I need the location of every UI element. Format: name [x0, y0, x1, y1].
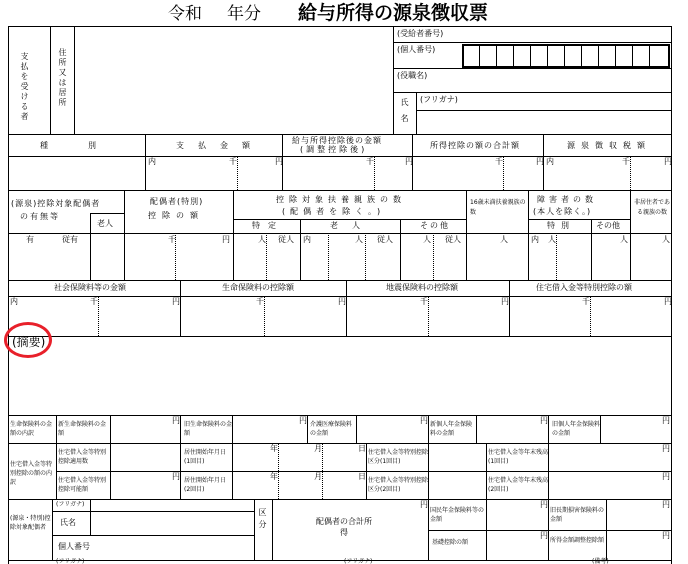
unit-uchi: 内	[148, 157, 156, 166]
unit-ju: 従人	[278, 235, 294, 244]
note-label: (備考)	[592, 558, 609, 564]
elderly-label: 老人	[97, 219, 113, 228]
unit-en: 円	[540, 416, 548, 425]
disabled-sub: (本人を除く。)	[533, 207, 592, 216]
frame-right	[671, 26, 672, 564]
social-insurance-header: 社会保険料等の金額	[54, 283, 126, 292]
name-furigana-label: (フリガナ)	[420, 95, 458, 104]
recipient-number-label: (受給者番号)	[397, 29, 444, 38]
deduction-total-header: 所得控除の額の合計額	[430, 141, 520, 150]
spouse-flag-header: (源泉)控除対象配偶者	[11, 199, 101, 208]
dependents-count-sub: (配偶者を除く。)	[282, 207, 386, 216]
long-term-care-label: 旧長期損害保険料の金額	[550, 507, 605, 523]
earthquake-insurance-header: 地震保険料の控除額	[386, 283, 458, 292]
bottom-furigana-a: (フリガナ)	[56, 558, 85, 564]
unit-nin: 人	[258, 235, 266, 244]
housing-count-label: 住宅借入金等特別控除適用数	[58, 449, 107, 465]
unit-sen: 千	[366, 157, 374, 166]
unit-juyu: 従有	[62, 235, 78, 244]
year-unit-label: 年分	[227, 4, 261, 24]
unit-tsuki: 月	[314, 472, 322, 481]
spouse-flag-sub: の有無等	[20, 212, 60, 221]
individual-number-label: (個人番号)	[397, 45, 436, 54]
dependents-count-header: 控除対象扶養親族の数	[276, 195, 406, 204]
spouse-income-label: 配偶者の合計所得	[316, 517, 372, 537]
unit-tsuki: 月	[314, 444, 322, 453]
care-label: 介護医療保険料の金額	[310, 421, 353, 437]
unit-en: 円	[420, 500, 428, 509]
unit-ju: 従人	[445, 235, 461, 244]
spouse-title: (源泉・特別)控除対象配偶者	[10, 515, 51, 531]
unit-en: 円	[338, 297, 346, 306]
recipient-label: 支払を受ける者	[20, 52, 29, 122]
unit-nin: 人	[548, 235, 556, 244]
unit-nin: 人	[423, 235, 431, 244]
housing-loan-header: 住宅借入金等特別控除の額	[536, 283, 632, 292]
balance-1-label: 住宅借入金等年末残高(1回目)	[488, 449, 549, 465]
basic-deduction-label: 基礎控除の額	[432, 539, 469, 546]
spouse-mynumber-label: 個人番号	[58, 542, 90, 551]
other-label: その他	[420, 221, 450, 230]
payment-header: 支払金額	[176, 141, 264, 150]
unit-sen: 千	[495, 157, 503, 166]
unit-en: 円	[664, 157, 672, 166]
old-label: 老人	[330, 221, 374, 230]
unit-sen: 千	[622, 157, 630, 166]
unit-en: 円	[172, 297, 180, 306]
unit-sen: 千	[420, 297, 428, 306]
unit-sen: 千	[256, 297, 264, 306]
unit-sen: 千	[582, 297, 590, 306]
unit-en: 円	[299, 416, 307, 425]
disabled-header: 障害者の数	[537, 195, 597, 204]
life-detail-label: 生命保険料の金額の内訳	[10, 421, 53, 437]
unit-nin: 人	[355, 235, 363, 244]
national-pension-label: 国民年金保険料等の金額	[430, 507, 485, 523]
summary-label: (摘要)	[12, 335, 46, 349]
unit-en: 円	[540, 531, 548, 540]
unit-en: 円	[664, 297, 672, 306]
unit-uchi: 内	[303, 235, 311, 244]
unit-en: 円	[662, 531, 670, 540]
spouse-deduction-header: 配偶者(特別)	[150, 197, 204, 206]
old-pension-label: 旧個人年金保険料の金額	[552, 421, 601, 437]
address-label: 住所又は居所	[58, 48, 67, 108]
old-life-label: 旧生命保険料の金額	[184, 421, 233, 437]
unit-en: 円	[540, 500, 548, 509]
unit-nen: 年	[270, 444, 278, 453]
withholding-tax-header: 源泉徴収税額	[567, 141, 651, 150]
unit-uchi: 内	[546, 157, 554, 166]
after-deduction-header: 給与所得控除後の金額	[292, 136, 382, 145]
new-life-label: 新生命保険料の金額	[58, 421, 107, 437]
unit-en: 円	[172, 472, 180, 481]
category-1-label: 住宅借入金等特別控除区分(1回目)	[368, 449, 429, 465]
spouse-name-label: 氏名	[60, 518, 76, 527]
unit-nin: 人	[500, 235, 508, 244]
life-insurance-header: 生命保険料の控除額	[222, 283, 294, 292]
category-label: 区分	[258, 508, 267, 532]
unit-en: 円	[405, 157, 413, 166]
position-label: (役職名)	[397, 71, 428, 80]
move-in-1-label: 居住開始年月日(1回目)	[184, 449, 227, 465]
unit-en: 円	[501, 297, 509, 306]
new-pension-label: 新個人年金保険料の金額	[430, 421, 473, 437]
unit-hi: 日	[358, 472, 366, 481]
unit-sen: 千	[168, 235, 176, 244]
after-deduction-sub: (調整控除後)	[300, 145, 368, 154]
unit-nin: 人	[662, 235, 670, 244]
unit-sen: 千	[90, 297, 98, 306]
unit-hi: 日	[358, 444, 366, 453]
unit-en: 円	[662, 416, 670, 425]
unit-en: 円	[172, 416, 180, 425]
move-in-2-label: 居住開始年月日(2回目)	[184, 477, 227, 493]
disabled-other-label: その他	[596, 221, 620, 230]
unit-nen: 年	[270, 472, 278, 481]
unit-uchi: 内	[531, 235, 539, 244]
unit-nin: 人	[620, 235, 628, 244]
type-header: 種別	[40, 141, 136, 150]
unit-en: 円	[662, 500, 670, 509]
mynumber-boxes[interactable]	[462, 44, 670, 68]
spouse-furigana-label: (フリガナ)	[56, 501, 85, 508]
unit-en: 円	[662, 472, 670, 481]
bottom-furigana-b: (フリガナ)	[344, 558, 373, 564]
income-adjustment-label: 所得金額調整控除額	[550, 537, 605, 544]
special-label: 特別	[547, 221, 575, 230]
specific-label: 特定	[252, 221, 284, 230]
frame-left	[8, 26, 9, 564]
unit-ju: 従人	[377, 235, 393, 244]
unit-yu: 有	[26, 235, 34, 244]
unit-uchi: 内	[10, 297, 18, 306]
form-title: 給与所得の源泉徴収票	[298, 2, 489, 24]
housing-possible-label: 住宅借入金等特別控除可能額	[58, 477, 107, 493]
unit-sen: 千	[229, 157, 237, 166]
era-label: 令和	[168, 4, 202, 24]
frame-top	[8, 26, 672, 27]
unit-en: 円	[662, 444, 670, 453]
summary-highlight-circle	[4, 322, 52, 358]
unit-en: 円	[420, 416, 428, 425]
category-2-label: 住宅借入金等特別控除区分(2回目)	[368, 477, 429, 493]
unit-en: 円	[222, 235, 230, 244]
nonresident-label: 非居住者である親族の数	[634, 199, 671, 216]
spouse-deduction-sub: 控除の額	[148, 211, 204, 220]
name-label: 氏名	[400, 98, 409, 130]
balance-2-label: 住宅借入金等年末残高(2回目)	[488, 477, 549, 493]
unit-en: 円	[536, 157, 544, 166]
under16-label: 16歳未満扶養親族の数	[470, 199, 526, 216]
unit-en: 円	[275, 157, 283, 166]
housing-detail-label: 住宅借入金等特別控除の額の内訳	[10, 461, 53, 486]
